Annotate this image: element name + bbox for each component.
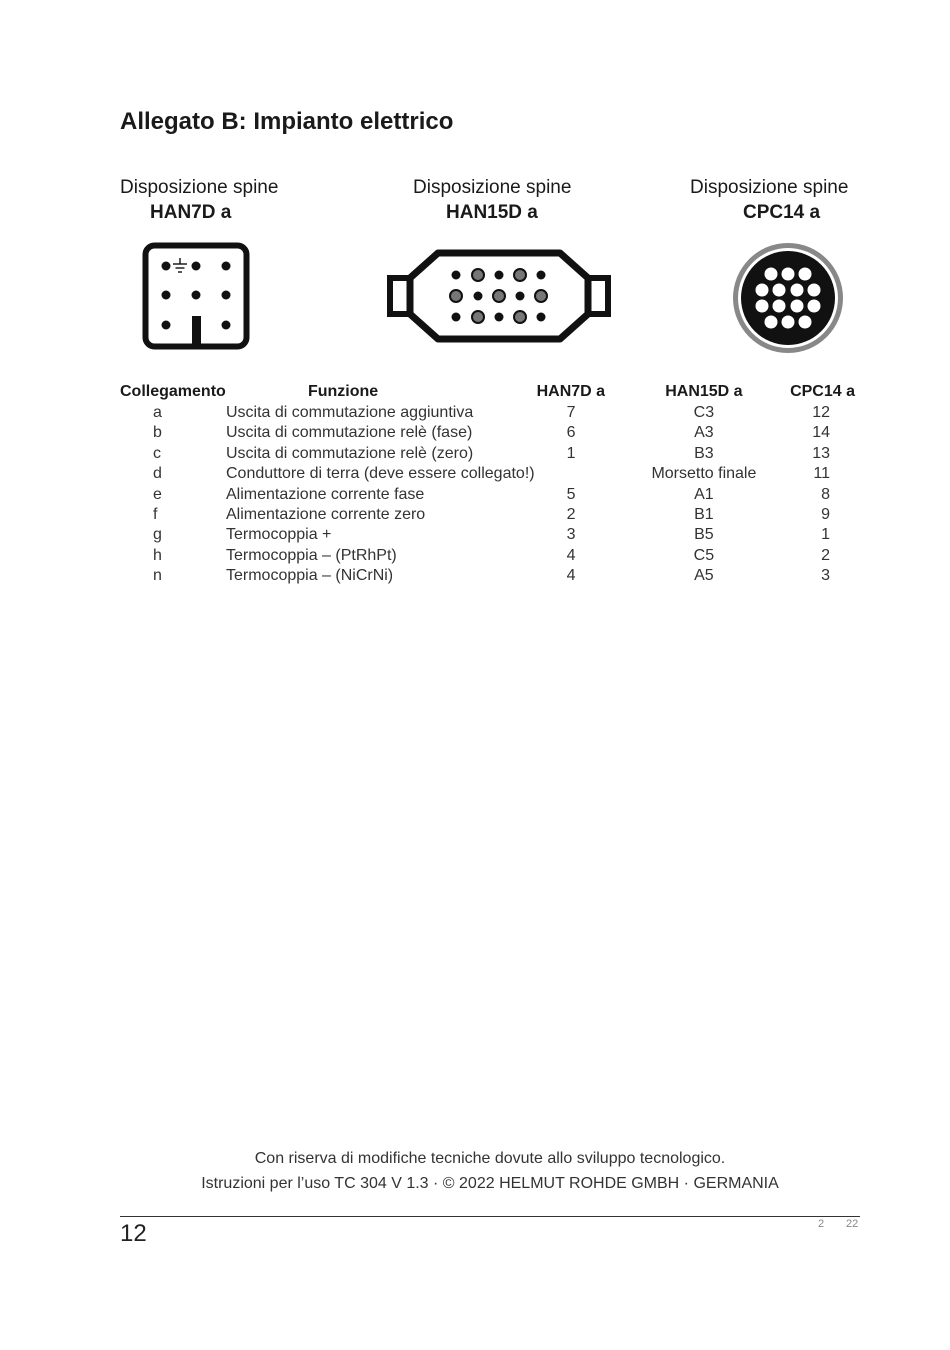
cell-collegamento: a (153, 404, 162, 421)
connector-label: Disposizione spine (120, 177, 279, 198)
cell-cpc14: 1 (821, 526, 830, 544)
connector-heading-han7d (120, 175, 320, 225)
cell-collegamento: g (153, 526, 162, 544)
table-row (120, 464, 860, 484)
header-han7d: HAN7D a (536, 383, 606, 400)
page-number: 12 (120, 1220, 147, 1247)
table-row (120, 525, 860, 545)
cell-cpc14: 11 (813, 465, 830, 483)
connector-name: HAN15D a (446, 202, 538, 223)
cell-han15d: A1 (694, 485, 714, 503)
cell-collegamento: h (153, 546, 162, 564)
table-row (120, 546, 860, 566)
header-han15d: HAN15D a (665, 383, 743, 400)
cpc14-plug-diagram (730, 240, 846, 356)
table-row (120, 485, 860, 505)
cell-funzione: Termocoppia – (NiCrNi) (225, 567, 394, 585)
cell-han7d: 6 (566, 424, 576, 442)
cell-han7d: 2 (566, 506, 576, 524)
table-header-row (120, 381, 860, 403)
cell-collegamento: e (153, 485, 162, 503)
connector-label: Disposizione spine (413, 177, 572, 198)
cell-collegamento: f (153, 506, 158, 524)
cell-funzione: Conduttore di terra (deve essere collegato!) (225, 465, 535, 483)
connector-name: HAN7D a (150, 202, 232, 223)
connector-heading-cpc14 (690, 175, 880, 225)
cell-han7d: 4 (566, 546, 576, 564)
cell-han15d: B3 (694, 444, 714, 462)
header-cpc14: CPC14 a (790, 383, 855, 400)
table-row (120, 566, 860, 586)
connector-heading-han15d (413, 175, 613, 225)
footer-manual-info: Istruzioni per l’uso TC 304 V 1.3 · © 2022 HELMUT ROHDE GMBH · GERMANIA (201, 1175, 779, 1192)
cell-han7d: 7 (566, 404, 576, 421)
cell-han15d: A3 (694, 424, 714, 442)
cell-han15d: B5 (694, 526, 714, 544)
cell-funzione: Uscita di commutazione relè (zero) (225, 444, 474, 462)
cell-han15d: Morsetto finale (651, 465, 757, 483)
cell-funzione: Termocoppia + (225, 526, 332, 544)
cell-collegamento: n (153, 567, 162, 585)
header-funzione: Funzione (307, 383, 379, 400)
connector-label: Disposizione spine (690, 177, 849, 198)
cell-cpc14: 9 (821, 506, 830, 524)
cell-han15d: A5 (694, 567, 714, 585)
cell-han15d: C5 (693, 546, 715, 564)
table-row (120, 444, 860, 464)
cell-funzione: Uscita di commutazione relè (fase) (225, 424, 473, 442)
han7d-plug-diagram (142, 242, 250, 350)
cell-han7d: 5 (566, 485, 576, 503)
cell-cpc14: 3 (821, 567, 830, 585)
cell-cpc14: 2 (821, 546, 830, 564)
footer-code-a: 2 (818, 1218, 825, 1230)
cell-collegamento: d (153, 465, 162, 483)
cell-funzione: Alimentazione corrente fase (225, 485, 425, 503)
page-title: Allegato B: Impianto elettrico (120, 108, 454, 135)
cell-han15d: B1 (694, 506, 714, 524)
table-row (120, 423, 860, 443)
cell-cpc14: 13 (812, 444, 830, 462)
cell-han7d: 1 (566, 444, 576, 462)
footer-code-b: 22 (846, 1218, 859, 1230)
pin-assignment-table (120, 381, 860, 587)
han15d-plug-diagram (386, 248, 612, 344)
cell-funzione: Alimentazione corrente zero (225, 506, 426, 524)
cell-funzione: Termocoppia – (PtRhPt) (225, 546, 397, 564)
header-collegamento: Collegamento (120, 383, 226, 400)
cell-cpc14: 12 (812, 404, 830, 421)
footer-divider (120, 1216, 860, 1217)
cell-han7d (535, 464, 642, 484)
cell-han15d: C3 (693, 404, 715, 421)
cell-collegamento: c (153, 444, 161, 462)
cell-han7d: 4 (566, 567, 576, 585)
cell-cpc14: 8 (821, 485, 830, 503)
cell-cpc14: 14 (812, 424, 830, 442)
table-row (120, 403, 860, 423)
cell-collegamento: b (153, 424, 162, 442)
connector-name: CPC14 a (743, 202, 821, 223)
cell-funzione: Uscita di commutazione aggiuntiva (225, 404, 474, 421)
table-row (120, 505, 860, 525)
footer-disclaimer: Con riserva di modifiche tecniche dovute allo sviluppo tecnologico. (254, 1150, 726, 1167)
cell-han7d: 3 (566, 526, 576, 544)
